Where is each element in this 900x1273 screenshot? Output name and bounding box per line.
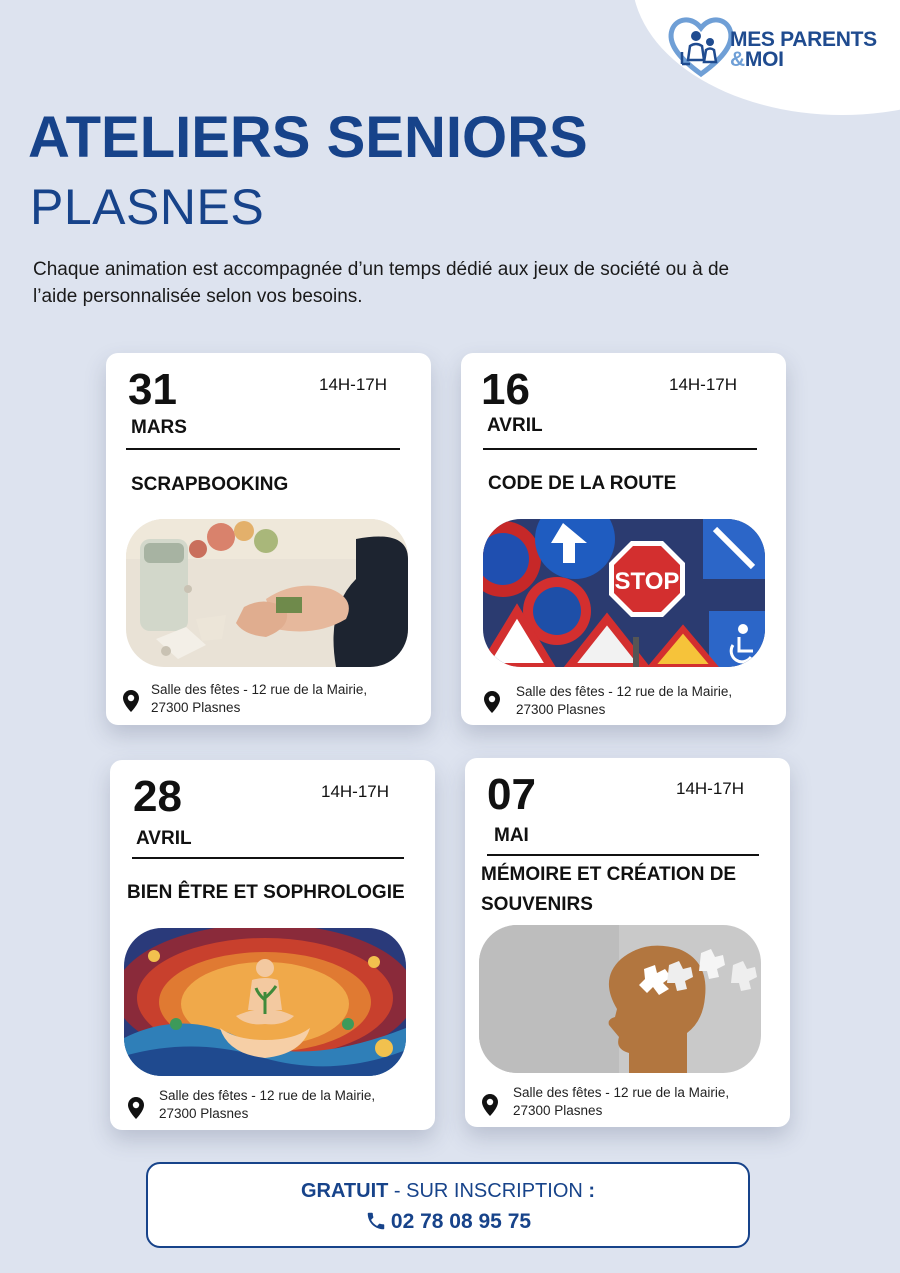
address-line-1: Salle des fêtes - 12 rue de la Mairie, [151,682,368,697]
page-title: ATELIERS SENIORS [28,105,588,170]
brand-logo[interactable] [666,10,896,82]
workshop-time: 14H-17H [669,375,738,394]
workshop-address [513,1084,729,1120]
workshop-card[interactable] [110,760,435,1130]
workshop-title-line-1: MÉMOIRE ET CRÉATION DE [481,864,737,885]
logo-line-2: MOI [744,48,784,71]
card-divider [483,448,757,450]
workshop-title [481,860,736,920]
card-divider [126,448,400,450]
registration-banner[interactable] [146,1162,750,1248]
workshop-title: BIEN ÊTRE ET SOPHROLOGIE [127,882,405,903]
workshop-month: AVRIL [136,828,192,849]
workshop-address [159,1087,375,1123]
workshop-month: MARS [131,417,187,438]
workshop-address [151,681,367,717]
workshop-title-line-2: SOUVENIRS [481,894,593,915]
registration-colon: : [588,1180,596,1202]
workshop-title: CODE DE LA ROUTE [488,473,677,494]
workshop-time: 14H-17H [676,779,745,798]
card-divider [487,854,759,856]
address-line-2: 27300 Plasnes [151,700,241,715]
location-pin-icon [482,1094,498,1116]
workshop-card[interactable] [465,758,790,1127]
page-subtitle: PLASNES [30,179,265,235]
workshop-card[interactable] [461,353,786,725]
workshop-time: 14H-17H [321,782,390,801]
address-line-2: 27300 Plasnes [159,1106,249,1121]
free-label: GRATUIT [300,1180,389,1202]
head-puzzle-photo [479,925,761,1073]
logo-ampersand: & [730,48,745,71]
card-divider [132,857,404,859]
logo-line-1: MES PARENTS [730,28,877,51]
workshop-day: 31 [128,365,177,414]
address-line-1: Salle des fêtes - 12 rue de la Mairie, [516,684,733,699]
road-signs-photo [483,519,765,667]
workshop-day: 07 [487,770,536,819]
phone-number: 02 78 08 95 75 [390,1210,532,1233]
intro-text: Chaque animation est accompagnée d’un temps dédié aux jeux de société ou à de l’aide personnalisée selon vos besoins. [33,259,730,307]
meditation-papercut-illustration [124,928,406,1076]
registration-label: - SUR INSCRIPTION [388,1180,589,1202]
scrapbooking-photo [126,519,408,667]
address-line-2: 27300 Plasnes [516,702,606,717]
workshop-month: MAI [494,825,529,846]
workshop-day: 28 [133,772,182,821]
address-line-2: 27300 Plasnes [513,1103,603,1118]
workshop-day: 16 [481,365,530,414]
workshop-title: SCRAPBOOKING [131,474,289,495]
workshop-month: AVRIL [487,415,543,436]
location-pin-icon [123,690,139,712]
heart-family-icon [666,12,736,82]
address-line-1: Salle des fêtes - 12 rue de la Mairie, [513,1085,730,1100]
phone-icon [365,1210,387,1232]
stop-sign-text: STOP [614,568,680,595]
workshop-address [516,683,732,719]
location-pin-icon [484,691,500,713]
workshop-time: 14H-17H [319,375,388,394]
phone-link[interactable] [148,1210,748,1234]
address-line-1: Salle des fêtes - 12 rue de la Mairie, [159,1088,376,1103]
workshop-card[interactable] [106,353,431,725]
location-pin-icon [128,1097,144,1119]
